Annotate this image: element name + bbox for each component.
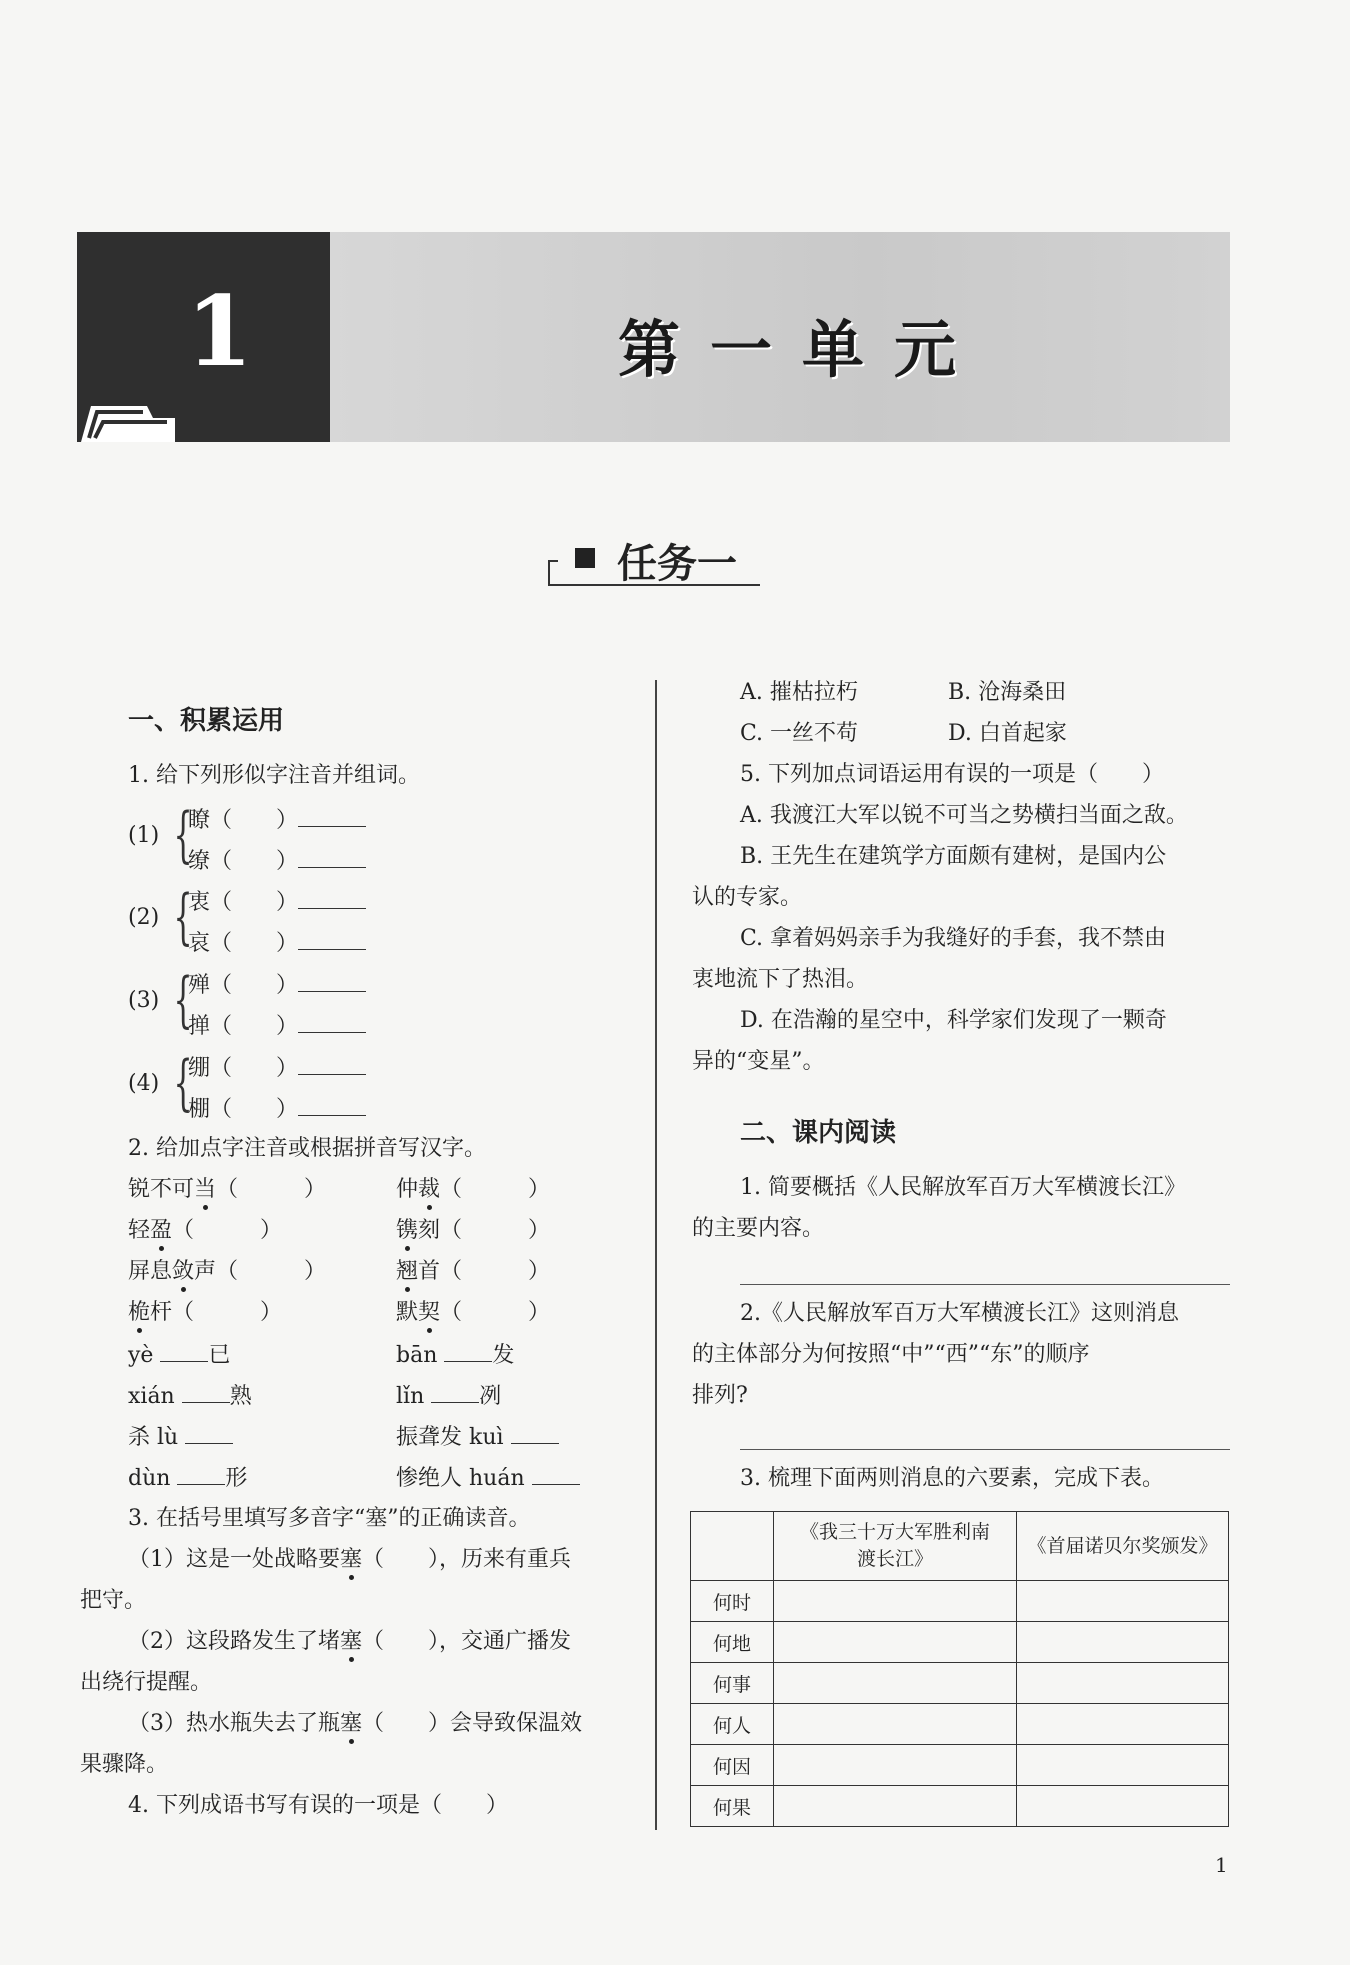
table-cell[interactable] <box>1017 1663 1229 1704</box>
table-row <box>691 1581 1229 1622</box>
table-cell[interactable] <box>1017 1581 1229 1622</box>
brace-icon: { <box>173 965 193 1035</box>
q5-option-d-cont: 异的“变星”。 <box>692 1049 825 1074</box>
task-title: 任务一 <box>617 540 737 587</box>
table-cell[interactable] <box>1017 1786 1229 1827</box>
table-header-row <box>691 1512 1229 1581</box>
column-divider <box>655 680 657 1830</box>
q2-pinyin-item: lǐn 冽 <box>396 1384 502 1409</box>
table-row-label: 何因 <box>691 1745 774 1786</box>
folder-icon <box>77 388 177 444</box>
q5-option-b: B. 王先生在建筑学方面颇有建树，是国内公 <box>740 844 1167 869</box>
q3-item-cont: 果骤降。 <box>80 1752 169 1777</box>
r1-prompt: 1. 简要概括《人民解放军百万大军横渡长江》 <box>740 1175 1186 1200</box>
unit-number: 1 <box>186 275 253 388</box>
q2-prompt: 2. 给加点字注音或根据拼音写汉字。 <box>128 1136 486 1161</box>
table-cell[interactable] <box>1017 1745 1229 1786</box>
brace-icon: { <box>173 800 193 870</box>
table-row <box>691 1704 1229 1745</box>
table-row <box>691 1786 1229 1827</box>
q2-pinyin-item: dùn 形 <box>128 1466 248 1491</box>
table-row <box>691 1745 1229 1786</box>
q2-pinyin-item: yè 已 <box>128 1343 231 1368</box>
table-cell[interactable] <box>774 1745 1017 1786</box>
q2-item: 桅杆（ ） <box>128 1300 283 1325</box>
table-cell[interactable] <box>774 1581 1017 1622</box>
brace-icon: { <box>173 1048 193 1118</box>
r1-prompt-cont: 的主要内容。 <box>692 1216 825 1241</box>
section-heading-accumulation: 一、积累运用 <box>128 706 285 736</box>
table-row-label: 何地 <box>691 1622 774 1663</box>
table-cell[interactable] <box>1017 1622 1229 1663</box>
q3-item: （1）这是一处战略要塞（ ），历来有重兵 <box>128 1547 572 1572</box>
q1-group-label: (3) <box>128 988 160 1013</box>
r2-prompt: 2.《人民解放军百万大军横渡长江》这则消息 <box>740 1301 1179 1326</box>
q1-prompt: 1. 给下列形似字注音并组词。 <box>128 763 420 788</box>
table-row-label: 何事 <box>691 1663 774 1704</box>
brace-icon: { <box>173 882 193 952</box>
table-cell[interactable] <box>774 1786 1017 1827</box>
q3-item: （2）这段路发生了堵塞（ ），交通广播发 <box>128 1629 572 1654</box>
q2-item: 翘首（ ） <box>396 1259 551 1284</box>
q2-pinyin-item: xián 熟 <box>128 1384 252 1409</box>
q2-item: 锐不可当（ ） <box>128 1177 327 1202</box>
q5-option-a: A. 我渡江大军以锐不可当之势横扫当面之敌。 <box>740 803 1188 828</box>
q1-char: 殚（ ） <box>188 973 366 997</box>
table-row-label: 何果 <box>691 1786 774 1827</box>
q3-prompt: 3. 在括号里填写多音字“塞”的正确读音。 <box>128 1506 531 1531</box>
q1-group-label: (4) <box>128 1071 160 1096</box>
q1-char: 棚（ ） <box>188 1097 366 1121</box>
q4-option-a: A. 摧枯拉朽 <box>740 680 858 705</box>
q5-prompt: 5. 下列加点词语运用有误的一项是（ ） <box>740 762 1164 787</box>
table-row-label: 何人 <box>691 1704 774 1745</box>
section-heading-reading: 二、课内阅读 <box>740 1118 897 1148</box>
table-cell[interactable] <box>774 1622 1017 1663</box>
r3-prompt: 3. 梳理下面两则消息的六要素，完成下表。 <box>740 1466 1164 1491</box>
table-col-header: 《我三十万大军胜利南渡长江》 <box>774 1512 1017 1581</box>
q5-option-b-cont: 认的专家。 <box>692 885 803 910</box>
q2-item: 默契（ ） <box>396 1300 551 1325</box>
q4-option-d: D. 白首起家 <box>948 721 1067 746</box>
page-number: 1 <box>1215 1853 1228 1877</box>
q2-pinyin-item: 惨绝人 huán <box>396 1466 580 1490</box>
q1-group-label: (1) <box>128 823 160 848</box>
q2-item: 轻盈（ ） <box>128 1218 283 1243</box>
q2-item: 屏息敛声（ ） <box>128 1259 327 1284</box>
q2-item: 仲裁（ ） <box>396 1177 551 1202</box>
q5-option-c: C. 拿着妈妈亲手为我缝好的手套，我不禁由 <box>740 926 1167 951</box>
q2-pinyin-item: 振聋发 kuì <box>396 1425 559 1449</box>
q3-item-cont: 把守。 <box>80 1588 147 1613</box>
table-cell[interactable] <box>774 1704 1017 1745</box>
q1-char: 绷（ ） <box>188 1056 366 1080</box>
q2-item: 镌刻（ ） <box>396 1218 551 1243</box>
table-row <box>691 1663 1229 1704</box>
q4-option-b: B. 沧海桑田 <box>948 680 1067 705</box>
q1-char: 缭（ ） <box>188 849 366 873</box>
q3-item-cont: 出绕行提醒。 <box>80 1670 213 1695</box>
r2-prompt-cont: 的主体部分为何按照“中”“西”“东”的顺序 <box>692 1342 1090 1367</box>
q1-char: 瞭（ ） <box>188 808 366 832</box>
q2-pinyin-item: bān 发 <box>396 1343 515 1368</box>
q1-char: 衷（ ） <box>188 890 366 914</box>
answer-line[interactable] <box>740 1449 1230 1450</box>
table-cell[interactable] <box>1017 1704 1229 1745</box>
q4-option-c: C. 一丝不苟 <box>740 721 859 746</box>
table-col-header: 《首届诺贝尔奖颁发》 <box>1017 1512 1229 1581</box>
unit-title: 第一单元 <box>618 313 987 386</box>
answer-line[interactable] <box>740 1284 1230 1285</box>
q5-option-c-cont: 衷地流下了热泪。 <box>692 967 869 992</box>
table-row-label: 何时 <box>691 1581 774 1622</box>
table-cell[interactable] <box>774 1663 1017 1704</box>
task-square-icon <box>575 548 595 568</box>
q1-char: 掸（ ） <box>188 1014 366 1038</box>
table-row <box>691 1622 1229 1663</box>
q5-option-d: D. 在浩瀚的星空中，科学家们发现了一颗奇 <box>740 1008 1167 1033</box>
r2-prompt-cont: 排列? <box>692 1383 748 1408</box>
task-bracket <box>548 560 558 586</box>
table-corner <box>691 1512 774 1581</box>
q1-group-label: (2) <box>128 905 160 930</box>
q4-prompt: 4. 下列成语书写有误的一项是（ ） <box>128 1793 508 1818</box>
q2-pinyin-item: 杀 lù <box>128 1425 233 1449</box>
q3-item: （3）热水瓶失去了瓶塞（ ）会导致保温效 <box>128 1711 583 1736</box>
six-elements-table <box>690 1511 1229 1827</box>
q1-char: 哀（ ） <box>188 931 366 955</box>
